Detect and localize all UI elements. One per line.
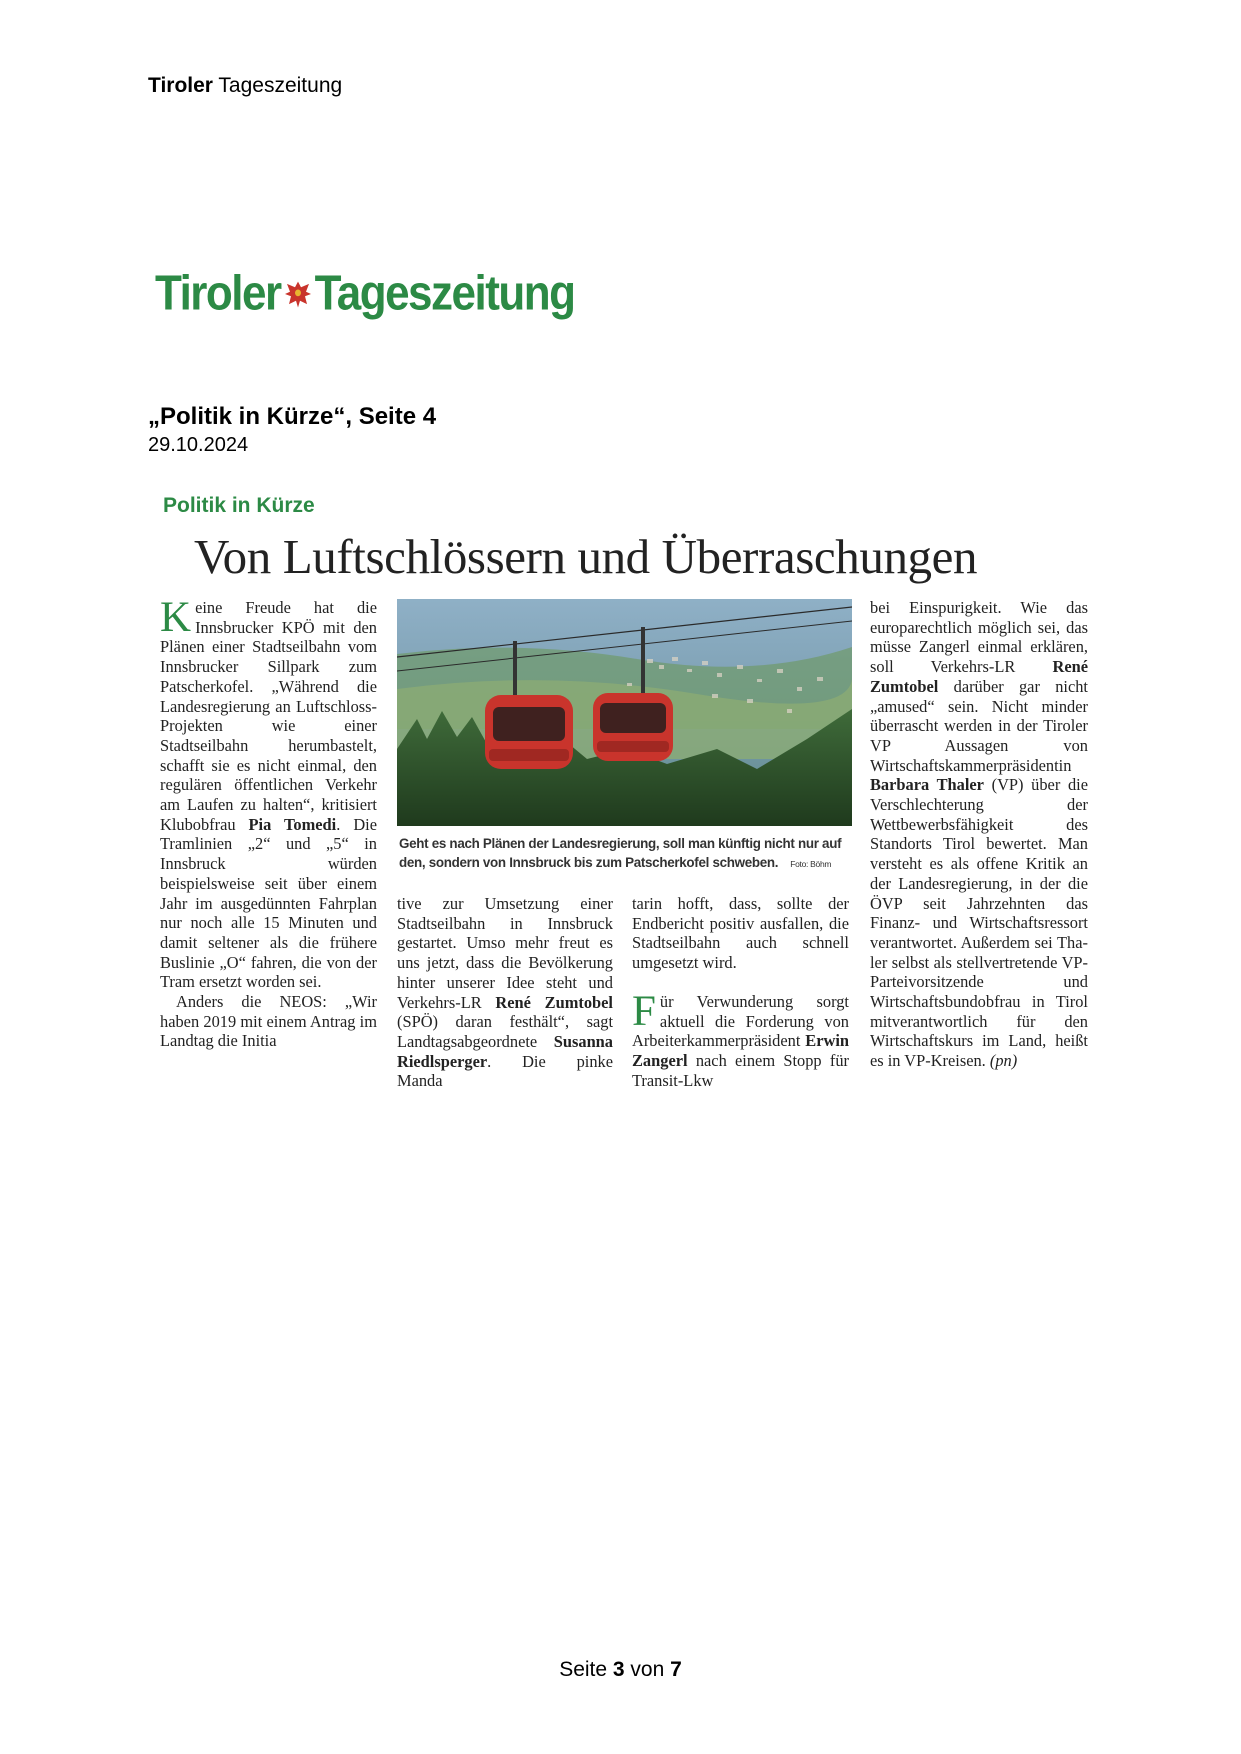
article-column-3: [632, 894, 849, 1090]
article-headline: Von Luftschlössern und Überraschungen: [194, 529, 978, 584]
paragraph: Anders die NEOS: „Wir haben 2019 mit einem Antrag im Landtag die Initia: [160, 992, 377, 1051]
newspaper-clipping: [148, 488, 1096, 1098]
person-name: Barbara Thaler: [870, 775, 984, 795]
text-run: bei Einspurigkeit. Wie das europarechtlich möglich sei, das müsse Zangerl einmal erklären, soll Verkehrs-LR: [870, 598, 1088, 677]
person-name: René Zumtobel: [495, 992, 613, 1012]
logo-text-left: Tiroler: [155, 266, 281, 321]
header-brand-rest: Tageszeitung: [212, 74, 343, 97]
tyrolean-eagle-icon: [283, 277, 313, 311]
text-run: . Die Tramlinien „2“ und „5“ in Innsbruck würden beispielsweise seit über einem Jahr im ausgedünnten Fahrplan nur noch alle 15 Minuten und damit seltener als die frühere Buslinie „O“ fahren, die von der Tram ersetzt worden sei.: [160, 814, 377, 992]
text-run: tive zur Umsetzung einer Stadtseilbahn in Innsbruck gestartet. Umso mehr freut es uns jetzt, dass die Bevölkerung hinter unserer Idee steht und Verkehrs-LR: [397, 894, 613, 1012]
page-header: [148, 74, 342, 98]
footer-middle: von: [624, 1658, 671, 1681]
paragraph: [632, 987, 849, 1091]
person-name: Erwin Zangerl: [632, 1031, 849, 1070]
footer-prefix: Seite: [559, 1658, 613, 1681]
page-current: 3: [612, 1658, 625, 1681]
person-name: Susanna Riedlsperger: [397, 1031, 613, 1071]
paragraph-spacer: [632, 973, 849, 992]
caption-text: Geht es nach Plänen der Landesregierung, soll man künftig nicht nur auf den, sondern von Innsbruck bis zum Patscherkofel schweben.: [399, 836, 842, 870]
person-name: René Zumtobel: [870, 657, 1088, 696]
article-column-4: [870, 598, 1088, 1071]
text-run: (VP) über die Verschlechterung der Wettbewerbsfähigkeit des Standorts Tirol bewertet. Man versteht es als offene Kritik an der Landesregierung, in der die ÖVP seit Jahrzehnten das Finanz- und Wirtschaftsressort verantwortet. Außerdem sei Thaler selbst als stellvertretende VP-Parteivorsitzende und Wirtschaftsbundobfrau in Tirol mitverantwortlich für den Wirtschaftskurs im Land, heißt es in VP-Kreisen.: [870, 775, 1088, 1071]
header-brand-bold: Tiroler: [148, 74, 213, 97]
logo-text-right: Tageszeitung: [314, 266, 575, 321]
page-footer: [0, 1658, 1241, 1682]
text-run: darüber gar nicht „amused“ sein. Nicht minder überrascht werden in der Tiroler VP Aussagen von Wirtschaftskammerpräsidentin: [870, 676, 1088, 775]
text-run: . Die pinke Manda: [397, 1051, 613, 1091]
photo-caption: [399, 834, 851, 874]
gondola-photo-illustration: [397, 599, 852, 826]
paragraph: [870, 598, 1088, 1071]
text-run: nach einem Stopp für Transit-Lkw: [632, 1050, 849, 1090]
text-run: (SPÖ) daran festhält“, sagt Landtagsabgeordnete: [397, 1012, 613, 1051]
article-rubric: Politik in Kürze: [163, 494, 315, 517]
paragraph: [160, 594, 377, 992]
page-total: 7: [670, 1658, 682, 1681]
newspaper-logo: [155, 266, 575, 322]
text-run: eine Freude hat die Innsbrucker KPÖ mit den Plänen einer Stadtseilbahn vom Innsbrucker Sillpark zum Patscherkofel. „Während die Landesregierung an Luftschloss-Projekten wie einer Stadtseilbahn herumbastelt, schafft sie es nicht einmal, den regulären öffentlichen Verkehr am Laufen zu halten“, kritisiert Klubobfrau: [160, 598, 377, 834]
dropcap-letter: K: [160, 594, 192, 641]
article-column-1: [160, 594, 377, 1051]
dropcap-letter: F: [632, 987, 656, 1035]
paragraph: [397, 894, 613, 1091]
author-sign: (pn): [989, 1051, 1018, 1071]
person-name: Pia Tomedi: [248, 814, 337, 834]
article-column-2: [397, 894, 613, 1091]
article-photo-gondolas: [397, 599, 852, 826]
photo-credit: Foto: Böhm: [790, 859, 832, 869]
paragraph: tarin hofft, dass, sollte der Endbericht positiv ausfallen, die Stadtseilbahn auch schnell umgesetzt wird.: [632, 894, 849, 973]
source-title: „Politik in Kürze“, Seite 4: [148, 403, 437, 430]
text-run: ür Verwunderung sorgt aktuell die Forderung von Arbeiterkammerpräsident: [632, 991, 849, 1051]
source-date: 29.10.2024: [148, 434, 249, 456]
